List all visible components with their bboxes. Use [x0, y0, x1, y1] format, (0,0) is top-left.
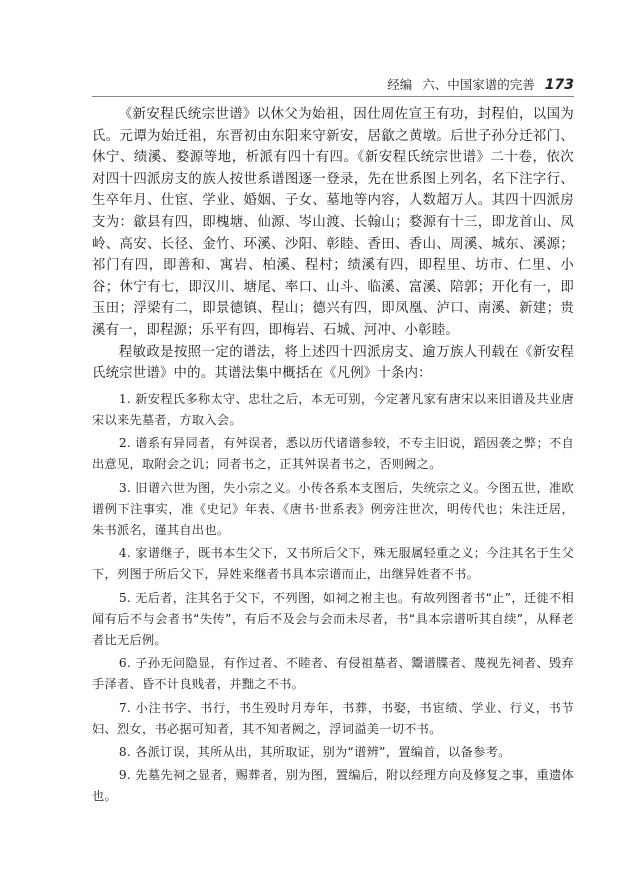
rule-item-8: [92, 742, 574, 763]
running-header: [92, 75, 574, 95]
rule-number: 2.: [118, 436, 132, 451]
rule-item-6: [92, 653, 574, 695]
header-divider: [92, 96, 574, 97]
page-number: 173: [544, 77, 574, 93]
rule-item-4: [92, 543, 574, 585]
rule-item-5: [92, 588, 574, 652]
fanli-rules-list: [92, 389, 574, 808]
rule-text: 谱系有异同者，有舛误者，悉以历代诸谱参较，不专主旧说，蹈因袭之弊；不自出意见，取附会之讥；同者书之，正其舛误者书之，否则阙之。: [92, 436, 574, 472]
rule-number: 4.: [118, 546, 132, 561]
body-paragraph-1: 《新安程氏统宗世谱》以休父为始祖，因仕周佐宣王有功，封程伯，以国为氏。元谭为始迁祖，东晋初由东阳来守新安，居歙之黄墩。后世子孙分迁祁门、休宁、绩溪、婺源等地，析派有四十有四。《新安程氏统宗世谱》二十卷，依次对四十四派房支的族人按世系谱图逐一登录，先在世系图上列名，名下注字行、生卒年月、仕宦、学业、婚姻、子女、墓地等内容，人数超万人。其四十四派房支为：歙县有四，即槐塘、仙源、岑山渡、长翰山；婺源有十三，即龙首山、凤岭、高安、长径、金竹、环溪、沙阳、彰睦、香田、香山、周溪、城东、溪源；祁门有四，即善和、寓岩、柏溪、程村；绩溪有四，即程里、坊市、仁里、小谷；休宁有七，即汉川、塘尾、率口、山斗、临溪、富溪、陪郭；开化有一，即玉田；浮梁有二，即景德镇、程山；德兴有四，即凤凰、泸口、南溪、新建；贵溪有一，即程源；乐平有四，即梅岩、石城、河冲、小彰睦。: [92, 107, 574, 338]
rule-number: 1.: [118, 391, 132, 406]
rule-text: 无后者，注其名于父下，不列图，如祠之祔主也。有故列图者书“止”，迁徙不相闻有后不与会者书“失传”，有后不及会与会而未尽者，书“具本宗谱听其自续”，从释老者比无后例。: [92, 590, 574, 647]
rule-number: 8.: [118, 744, 132, 759]
rule-number: 9.: [118, 768, 132, 783]
rule-text: 子孙无问隐显，有作过者、不睦者、有侵祖墓者、鬻谱牒者、蔑视先祠者、毁弃手泽者、昏不计良贱者，并黜之不书。: [92, 656, 574, 692]
body-paragraph-2: 程敏政是按照一定的谱法，将上述四十四派房支、逾万族人刊载在《新安程氏统宗世谱》中的。其谱法集中概括在《凡例》十条内：: [92, 344, 574, 382]
rule-number: 3.: [118, 480, 132, 495]
rule-item-1: [92, 389, 574, 431]
rule-text: 旧谱六世为图，失小宗之义。小传各系本支图后，失统宗之义。今图五世，准欧谱例下注事实，准《史记》年表、《唐书·世系表》例旁注世次，明传代也；朱注迁居，朱书派名，谨其自出也。: [92, 480, 574, 537]
rule-item-7: [92, 698, 574, 740]
header-chapter: 六、中国家谱的完善: [422, 77, 535, 92]
rule-number: 5.: [118, 590, 132, 605]
header-section: 经编: [387, 77, 413, 92]
rule-number: 7.: [118, 700, 132, 715]
rule-item-9: [92, 765, 574, 807]
rule-text: 小注书字、书行，书生殁时月寿年，书葬，书娶，书宦绩、学业、行义，书节妇、烈女，书必据可知者，其不知者阙之，浮词溢美一切不书。: [92, 700, 574, 736]
page-body: [92, 104, 574, 810]
rule-item-3: [92, 478, 574, 542]
rule-item-2: [92, 433, 574, 475]
rule-text: 先墓先祠之显者，赐葬者，别为图，置编后，附以经理方向及修复之事，重遗体也。: [92, 768, 574, 804]
rule-text: 家谱继子，既书本生父下，又书所后父下，殊无服属轻重之义；今注其名于生父下，列图于所后父下，异姓来继者书具本宗谱而止，出继异姓者不书。: [92, 546, 574, 582]
rule-number: 6.: [118, 656, 132, 671]
rule-text: 各派订误，其所从出，其所取证，别为“谱辨”，置编首，以备参考。: [135, 744, 511, 759]
rule-text: 新安程氏多称太守、忠壮之后，本无可别，今定著凡家有唐宋以来旧谱及共业唐宋以来先墓者，方取入会。: [92, 391, 574, 427]
